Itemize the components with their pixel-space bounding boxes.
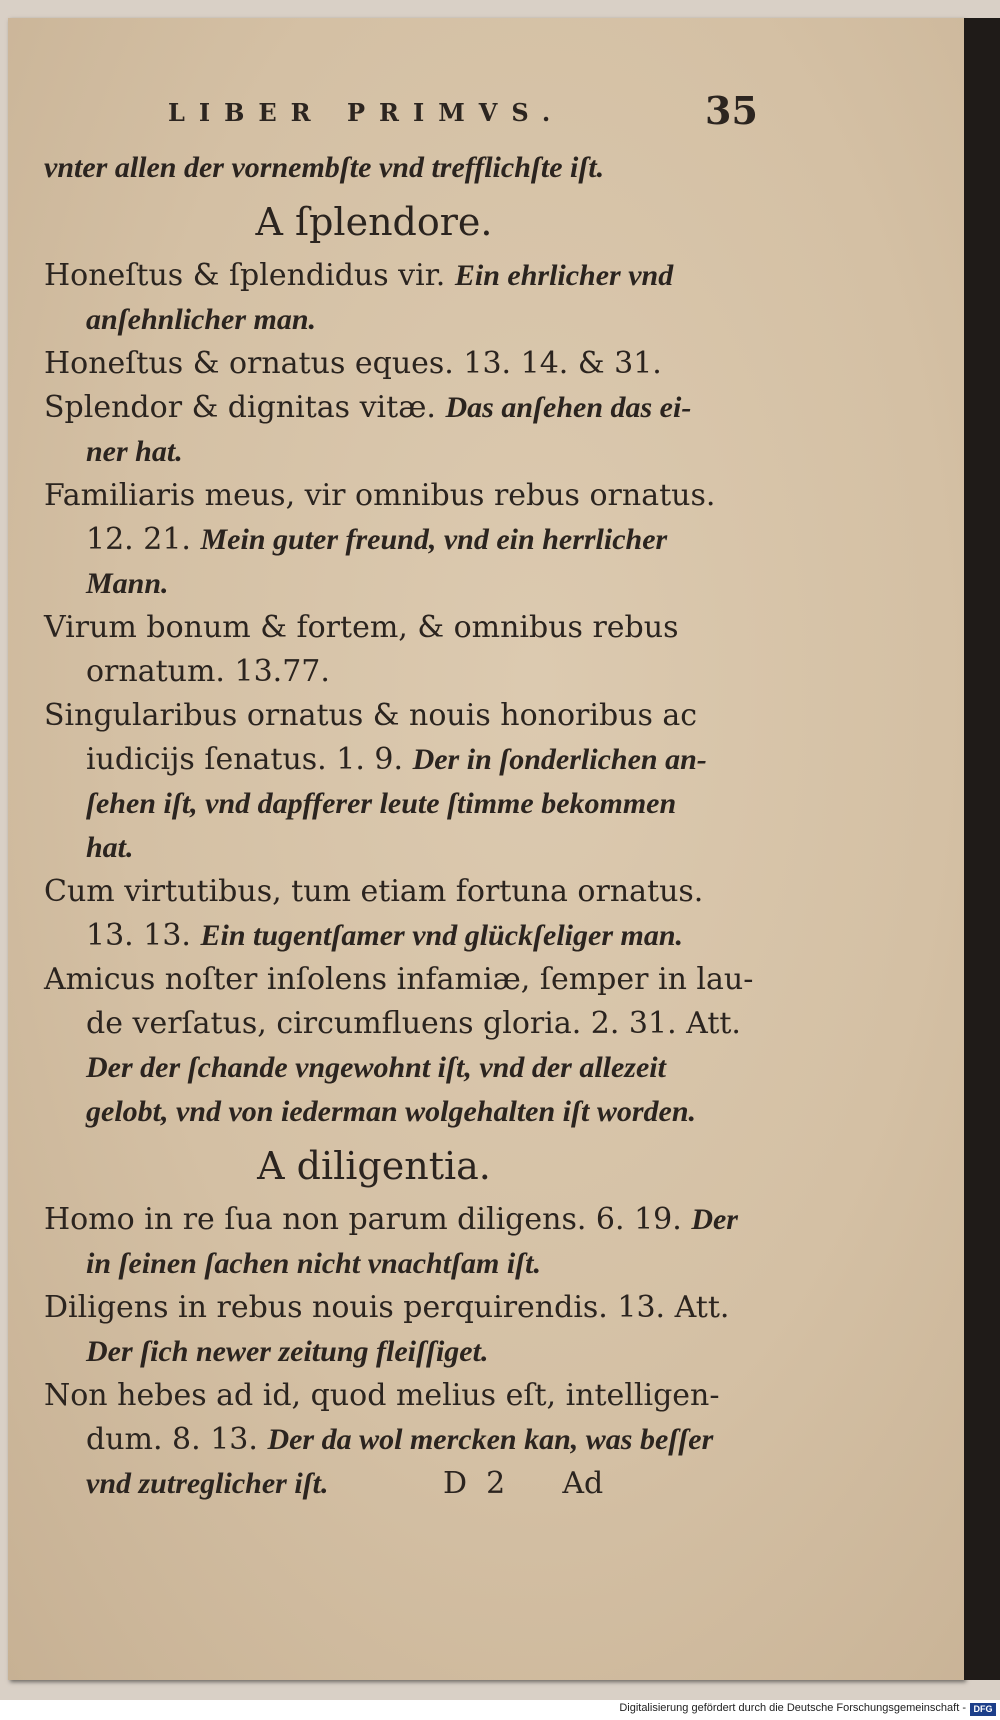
latin-text: Virum bonum & fortem, & omnibus rebus	[44, 610, 679, 645]
text-line	[44, 386, 774, 430]
german-gloss: Ein ehrlicher vnd	[454, 259, 674, 292]
footer-credit: Digitalisierung gefördert durch die Deutsche Forschungsgemeinschaft -	[619, 1702, 966, 1714]
german-gloss: Der	[691, 1203, 738, 1236]
latin-text: iudicijs ſenatus. 1. 9.	[86, 742, 413, 777]
page-header	[8, 88, 964, 138]
text-line	[44, 606, 774, 650]
text-line	[44, 1090, 774, 1134]
text-line	[44, 914, 774, 958]
text-line	[44, 474, 774, 518]
latin-text: de verſatus, circumfluens gloria. 2. 31. Att.	[86, 1006, 741, 1041]
section-heading	[44, 190, 774, 254]
running-head: LIBER PRIMVS.	[168, 98, 565, 127]
latin-text: Cum virtutibus, tum etiam fortuna ornatus.	[44, 874, 704, 909]
text-line	[44, 1418, 774, 1462]
german-gloss: Der da wol mercken kan, was beſſer	[267, 1423, 714, 1456]
page-edge	[964, 18, 1000, 1680]
latin-text: Familiaris meus, vir omnibus rebus ornatus.	[44, 478, 716, 513]
text-line	[44, 1198, 774, 1242]
german-gloss: Der in ſonderlichen an-	[412, 743, 707, 776]
latin-text: A ſplendore.	[255, 200, 493, 244]
text-line	[44, 958, 774, 1002]
latin-text: Splendor & dignitas vitæ.	[44, 390, 446, 425]
text-line	[44, 738, 774, 782]
text-line	[44, 826, 774, 870]
german-gloss: gelobt, vnd von iederman wolgehalten iſt worden.	[86, 1095, 697, 1128]
german-gloss: hat.	[86, 831, 134, 864]
text-line	[44, 1002, 774, 1046]
latin-text: Singularibus ornatus & nouis honoribus ac	[44, 698, 698, 733]
text-line	[44, 254, 774, 298]
text-line	[44, 342, 774, 386]
text-line	[44, 1462, 774, 1506]
text-line	[44, 518, 774, 562]
text-line	[44, 1330, 774, 1374]
dfg-logo: DFG	[970, 1703, 996, 1716]
german-gloss: Das anſehen das ei-	[445, 391, 692, 424]
latin-text: Non hebes ad id, quod melius eſt, intelligen-	[44, 1378, 720, 1413]
german-gloss: Der ſich newer zeitung fleiſſiget.	[86, 1335, 489, 1368]
latin-text: Diligens in rebus nouis perquirendis. 13. Att.	[44, 1290, 730, 1325]
german-gloss: Mein guter freund, vnd ein herrlicher	[200, 523, 668, 556]
latin-text: ornatum. 13.77.	[86, 654, 330, 689]
page-number: 35	[705, 88, 758, 133]
german-gloss: vnter allen der vornembſte vnd trefflichſte iſt.	[44, 151, 605, 184]
book-page	[8, 18, 964, 1680]
body-text	[44, 146, 774, 1506]
text-line	[44, 694, 774, 738]
text-line	[44, 1286, 774, 1330]
german-gloss: ner hat.	[86, 435, 183, 468]
latin-text: A diligentia.	[257, 1144, 491, 1188]
german-gloss: Ein tugentſamer vnd glückſeliger man.	[200, 919, 684, 952]
german-gloss: Der der ſchande vngewohnt iſt, vnd der allezeit	[86, 1051, 666, 1084]
latin-text: Amicus noſter inſolens infamiæ, ſemper in lau-	[44, 962, 754, 997]
german-gloss: ſehen iſt, vnd dapfferer leute ſtimme bekommen	[86, 787, 677, 820]
german-gloss: Mann.	[86, 567, 169, 600]
latin-text: Honeſtus & ornatus eques. 13. 14. & 31.	[44, 346, 662, 381]
signature-catchword: D 2 Ad	[328, 1466, 604, 1501]
latin-text: dum. 8. 13.	[86, 1422, 268, 1457]
text-line	[44, 430, 774, 474]
text-line	[44, 298, 774, 342]
text-line	[44, 1046, 774, 1090]
text-line	[44, 782, 774, 826]
latin-text: 13. 13.	[86, 918, 201, 953]
section-heading	[44, 1134, 774, 1198]
text-line	[44, 562, 774, 606]
latin-text: 12. 21.	[86, 522, 201, 557]
text-line	[44, 1374, 774, 1418]
german-gloss: in ſeinen ſachen nicht vnachtſam iſt.	[86, 1247, 542, 1280]
text-line	[44, 650, 774, 694]
text-line	[44, 870, 774, 914]
german-gloss: vnd zutreglicher iſt.	[86, 1467, 329, 1500]
footer-bar	[0, 1700, 1000, 1720]
latin-text: Homo in re ſua non parum diligens. 6. 19.	[44, 1202, 692, 1237]
latin-text: Honeſtus & ſplendidus vir.	[44, 258, 455, 293]
text-line	[44, 1242, 774, 1286]
german-gloss: anſehnlicher man.	[86, 303, 317, 336]
text-line	[44, 146, 774, 190]
